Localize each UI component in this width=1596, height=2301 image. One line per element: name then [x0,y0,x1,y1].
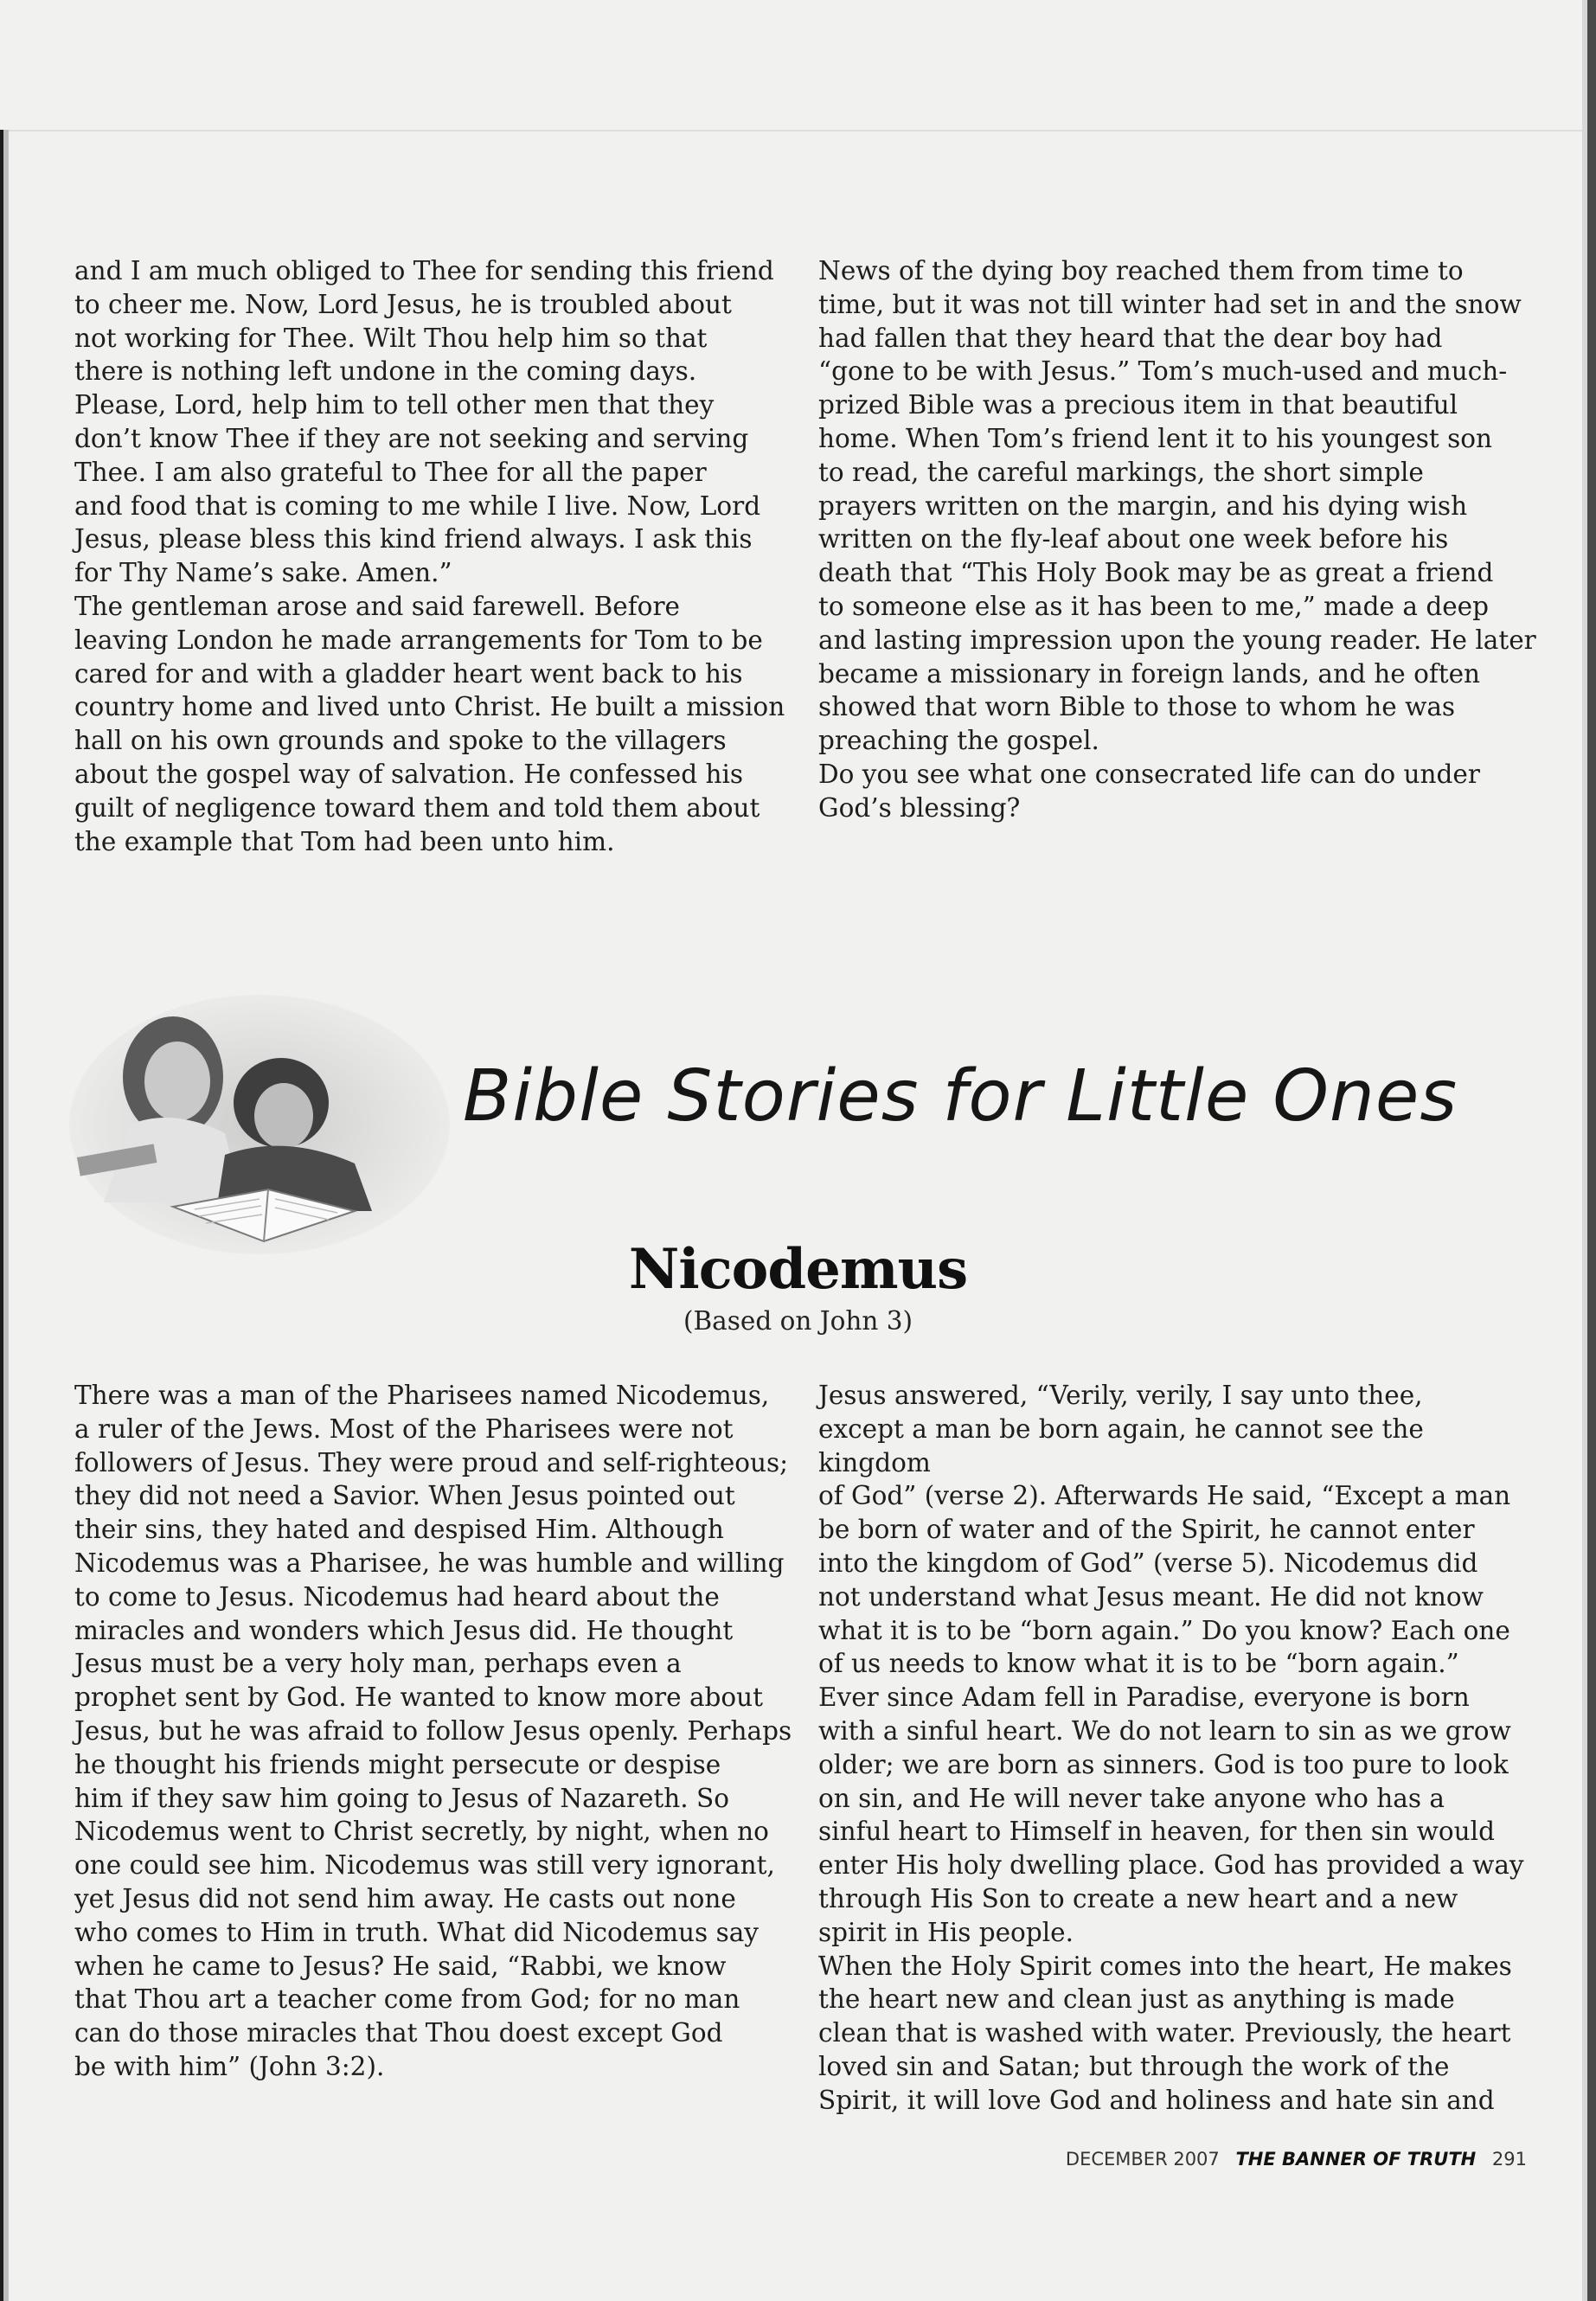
scan-top-shadow [9,130,1582,131]
footer-page-number: 291 [1491,2149,1527,2170]
series-title: Bible Stories for Little Ones [463,1055,1458,1138]
story-title: Nicodemus [628,1237,968,1302]
scan-left-edge [0,130,9,2301]
children-reading-photo [69,995,450,1254]
top-right-column: News of the dying boy reached them from time to time, but it was not till winter had set in and the snow had fallen that they heard that the dear boy had “gone to be with Jesus.” Tom’s much-used and much- prized Bible was a precious item in that beautiful home. When Tom’s friend lent it to his youngest son to read, the careful markings, the short simple prayers written on the margin, and his dying wish written on the fly-leaf about one week before his death that “This Holy Book may be as great a friend to someone else as it has been to me,” made a deep and lasting impression upon the young reader. He later became a missionary in foreign lands, and he often showed that worn Bible to those to whom he was preaching the gospel. Do you see what one consecrated life can do under God’s blessing? [818,256,1536,823]
page-footer [1066,2149,1527,2170]
footer-magazine: THE BANNER OF TRUTH [1235,2149,1477,2170]
story-subtitle: (Based on John 3) [683,1306,913,1336]
scan-right-edge [1582,0,1596,2301]
footer-date: DECEMBER 2007 [1065,2149,1220,2170]
top-left-column: and I am much obliged to Thee for sending this friend to cheer me. Now, Lord Jesus, he is troubled about not working for Thee. Wilt Thou help him so that there is nothing left undone in the coming days. Please, Lord, help him to tell other men that they don’t know Thee if they are not seeking and serving Thee. I am also grateful to Thee for all the paper and food that is coming to me while I live. Now, Lord Jesus, please bless this kind friend always. I ask this for Thy Name’s sake. Amen.” The gentleman arose and said farewell. Before leaving London he made arrangements for Tom to be cared for and with a gladder heart went back to his country home and lived unto Christ. He built a mission hall on his own grounds and spoke to the villagers about the gospel way of salvation. He confessed his guilt of negligence toward them and told them about the example that Tom had been unto him. [74,256,785,856]
bottom-right-column: Jesus answered, “Verily, verily, I say unto thee, except a man be born again, he cannot see the kingdom of God” (verse 2). Afterwards He said, “Except a man be born of water and of the Spirit, he cannot enter into the kingdom of God” (verse 5). Nicodemus did not understand what Jesus meant. He did not know what it is to be “born again.” Do you know? Each one of us needs to know what it is to be “born again.” Ever since Adam fell in Paradise, everyone is born with a sinful heart. We do not learn to sin as we grow older; we are born as sinners. God is too pure to look on sin, and He will never take anyone who has a sinful heart to Himself in heaven, for then sin would enter His holy dwelling place. God has provided a way through His Son to create a new heart and a new spirit in His people. When the Holy Spirit comes into the heart, He makes the heart new and clean just as anything is made clean that is washed with water. Previously, the heart loved sin and Satan; but through the work of the Spirit, it will love God and holiness and hate sin and [818,1381,1524,2115]
bottom-left-column: There was a man of the Pharisees named Nicodemus, a ruler of the Jews. Most of the Pharisees were not followers of Jesus. They were proud and self-righteous; they did not need a Savior. When Jesus pointed out their sins, they hated and despised Him. Although Nicodemus was a Pharisee, he was humble and willing to come to Jesus. Nicodemus had heard about the miracles and wonders which Jesus did. He thought Jesus must be a very holy man, perhaps even a prophet sent by God. He wanted to know more about Jesus, but he was afraid to follow Jesus openly. Perhaps he thought his friends might persecute or despise him if they saw him going to Jesus of Nazareth. So Nicodemus went to Christ secretly, by night, when no one could see him. Nicodemus was still very ignorant, yet Jesus did not send him away. He casts out none who comes to Him in truth. What did Nicodemus say when he came to Jesus? He said, “Rabbi, we know that Thou art a teacher come from God; for no man can do those miracles that Thou doest except God be with him” (John 3:2). [74,1381,792,2081]
